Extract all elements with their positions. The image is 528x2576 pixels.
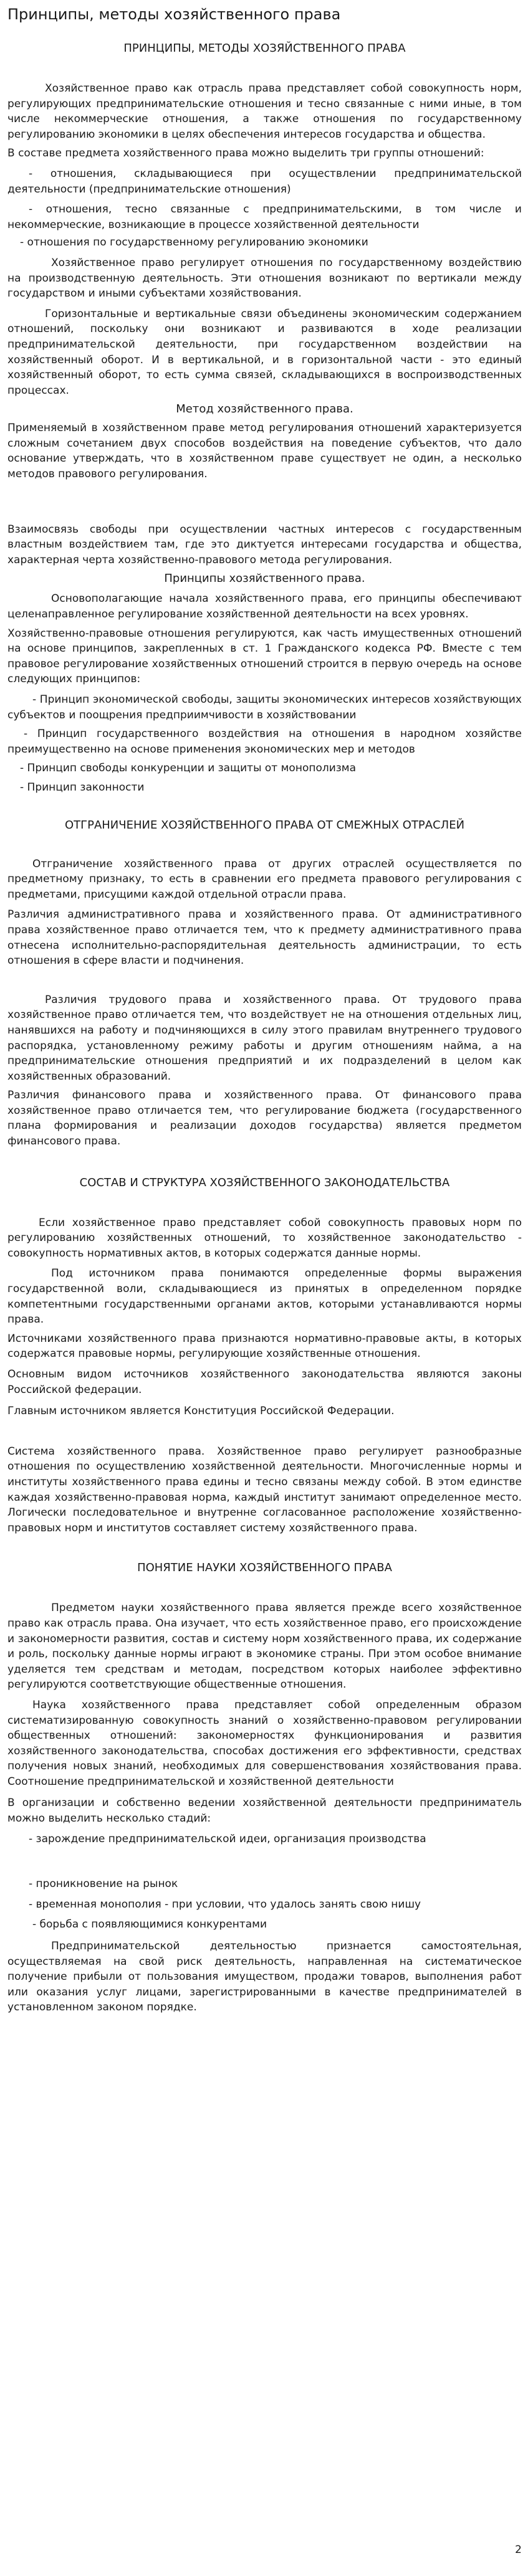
- paragraph: Хозяйственно-правовые отношения регулируются, как часть имущественных отношений на основе принципов, закрепленных в ст. 1 Гражданского кодекса РФ. Вместе с тем правовое регулирование хозяйственных отношений строится в первую очередь на основе следующих принципов:: [7, 627, 522, 686]
- paragraph: - отношения, тесно связанные с предпринимательскими, в том числе и некоммерческие, возникающие в процессе хозяйственной деятельности: [7, 203, 522, 231]
- paragraph: Хозяйственное право регулирует отношения по государственному воздействию на производственную деятельность. Эти отношения возникают по вертикали между государством и иными субъектами хозяйствования.: [7, 256, 522, 300]
- section-heading: СОСТАВ И СТРУКТУРА ХОЗЯЙСТВЕННОГО ЗАКОНОДАТЕЛЬСТВА: [79, 1176, 450, 1189]
- list-item: - временная монополия - при условии, что удалось занять свою нишу: [29, 1898, 421, 1911]
- paragraph: Основным видом источников хозяйственного законодательства являются законы Российской федерации.: [7, 1368, 522, 1396]
- paragraph: Применяемый в хозяйственном праве метод регулирования отношений характеризуется сложным сочетанием двух способов воздействия на поведение субъектов, что дало основание утверждать, что в хозяйственном праве существует не один, а несколько методов правового регулирования.: [7, 422, 522, 481]
- paragraph: - отношения, складывающиеся при осуществлении предпринимательской деятельности (предпринимательские отношения): [7, 167, 522, 196]
- paragraph: Отграничение хозяйственного права от других отраслей осуществляется по предметному признаку, то есть в сравнении его предмета правового регулирования с предметами, присущими каждой отдельной отрасли права.: [7, 857, 522, 901]
- paragraph: - Принцип свободы конкуренции и защиты от монополизма: [20, 762, 357, 775]
- paragraph: Наука хозяйственного права представляет собой определенным образом систематизированную совокупность знаний о хозяйственно-правовом регулировании общественных отношений: закономерностях функционирования и развития хозяйственного законодательства, способах достижения его эффективности, средствах получения новых знаний, необходимых для совершенствования хозяйствования права. Соотношение предпринимательской и хозяйственной деятельности: [7, 1698, 522, 1788]
- document-title: Принципы, методы хозяйственного права: [7, 6, 341, 23]
- paragraph: Главным источником является Конституция Российской Федерации.: [7, 1405, 395, 1418]
- section-heading: ОТГРАНИЧЕНИЕ ХОЗЯЙСТВЕННОГО ПРАВА ОТ СМЕЖНЫХ ОТРАСЛЕЙ: [64, 818, 465, 832]
- paragraph: В составе предмета хозяйственного права можно выделить три группы отношений:: [7, 147, 484, 160]
- paragraph: Система хозяйственного права. Хозяйственное право регулирует разнообразные отношения по осуществлению хозяйственной деятельности. Многочисленные нормы и институты хозяйственного права едины и тесно связаны между собой. В этом единстве каждая хозяйственно-правовая норма, каждый институт занимают определенное место. Логически последовательное и внутренне согласованное расположение хозяйственно-правовых норм и институтов составляет систему хозяйственного права.: [7, 1445, 522, 1534]
- page-number: 2: [515, 2544, 522, 2556]
- paragraph: - Принцип законности: [20, 781, 145, 794]
- paragraph: Горизонтальные и вертикальные связи объединены экономическим содержанием отношений, поскольку они возникают и развиваются в ходе реализации предпринимательской деятельности, при государственном воздействии на хозяйственный оборот. И в вертикальной, и в горизонтальной части - это единый хозяйственный оборот, то есть сумма связей, складывающихся в воспроизводственных процессах.: [7, 307, 522, 397]
- section-heading: Принципы хозяйственного права.: [164, 572, 365, 586]
- section-heading: ПОНЯТИЕ НАУКИ ХОЗЯЙСТВЕННОГО ПРАВА: [137, 1561, 392, 1575]
- list-item: - проникновение на рынок: [29, 1878, 178, 1891]
- paragraph: Различия трудового права и хозяйственного права. От трудового права хозяйственное право отличается тем, что воздействует не на отношения отдельных лиц, нанявшихся на работу и подчиняющихся в силу этого правилам внутреннего трудового распорядка, установленному режиму работы и другим отношениям найма, а на предпринимательские отношения предприятий и их подразделений в целом как хозяйственных образований.: [7, 993, 522, 1083]
- section-heading: Метод хозяйственного права.: [176, 402, 353, 416]
- paragraph: - отношения по государственному регулированию экономики: [20, 236, 368, 249]
- paragraph: Под источником права понимаются определенные формы выражения государственной воли, складывающиеся из принятых в определенном порядке компетентными государственными органами актов, которыми устанавливаются нормы права.: [7, 1267, 522, 1326]
- paragraph: - Принцип экономической свободы, защиты экономических интересов хозяйствующих субъектов и поощрения предприимчивости в хозяйствовании: [7, 693, 522, 721]
- paragraph: Различия административного права и хозяйственного права. От административного права хозяйственное право отличается тем, что к предмету административного права отнесена исполнительно-распорядительная деятельность администрации, то есть отношения в сфере власти и подчинения.: [7, 908, 522, 967]
- paragraph: - Принцип государственного воздействия на отношения в народном хозяйстве преимущественно на основе применения экономических мер и методов: [7, 728, 522, 756]
- paragraph: Если хозяйственное право представляет собой совокупность правовых норм по регулированию хозяйственных отношений, то хозяйственное законодательство - совокупность нормативных актов, в которых содержатся данные нормы.: [7, 1216, 522, 1260]
- paragraph: Источниками хозяйственного права признаются нормативно-правовые акты, в которых содержатся правовые нормы, регулирующие хозяйственные отношения.: [7, 1332, 522, 1361]
- paragraph: Взаимосвязь свободы при осуществлении частных интересов с государственным властным воздействием там, где это диктуется интересами государства и общества, характерная черта хозяйственно-правового метода регулирования.: [7, 523, 522, 566]
- paragraph: Предметом науки хозяйственного права является прежде всего хозяйственное право как отрасль права. Она изучает, что есть хозяйственное право, его происхождение и закономерности развития, состав и систему норм хозяйственного права, их содержание и роль, поскольку данные нормы играют в экономике страны. При этом особое внимание уделяется тем средствам и методам, посредством которых наиболее эффективно регулируются соответствующие общественные отношения.: [7, 1602, 522, 1691]
- document-body: [7, 41, 522, 2015]
- paragraph: Предпринимательской деятельностью признается самостоятельная, осуществляемая на свой риск деятельность, направленная на систематическое получение прибыли от пользования имуществом, продажи товаров, выполнения работ или оказания услуг лицами, зарегистрированными в качестве предпринимателей в установленном законом порядке.: [7, 1940, 522, 2014]
- paragraph: Хозяйственное право как отрасль права представляет собой совокупность норм, регулирующих предпринимательские отношения и тесно связанные с ними иные, в том числе некоммерческие отношения, а также отношения по государственному регулированию экономики в целях обеспечения интересов государства и общества.: [7, 82, 522, 141]
- list-item: - зарождение предпринимательской идеи, организация производства: [29, 1832, 426, 1845]
- paragraph: Различия финансового права и хозяйственного права. От финансового права хозяйственное право отличается тем, что регулирование бюджета (государственного плана формирования и реализации доходов государства) является предметом финансового права.: [7, 1089, 522, 1148]
- list-item: - борьба с появляющимися конкурентами: [32, 1918, 267, 1931]
- paragraph: В организации и собственно ведении хозяйственной деятельности предприниматель можно выделить несколько стадий:: [7, 1797, 522, 1825]
- paragraph: Основополагающие начала хозяйственного права, его принципы обеспечивают целенаправленное регулирование хозяйственной деятельности на всех уровнях.: [7, 592, 522, 621]
- section-heading: ПРИНЦИПЫ, МЕТОДЫ ХОЗЯЙСТВЕННОГО ПРАВА: [123, 42, 406, 55]
